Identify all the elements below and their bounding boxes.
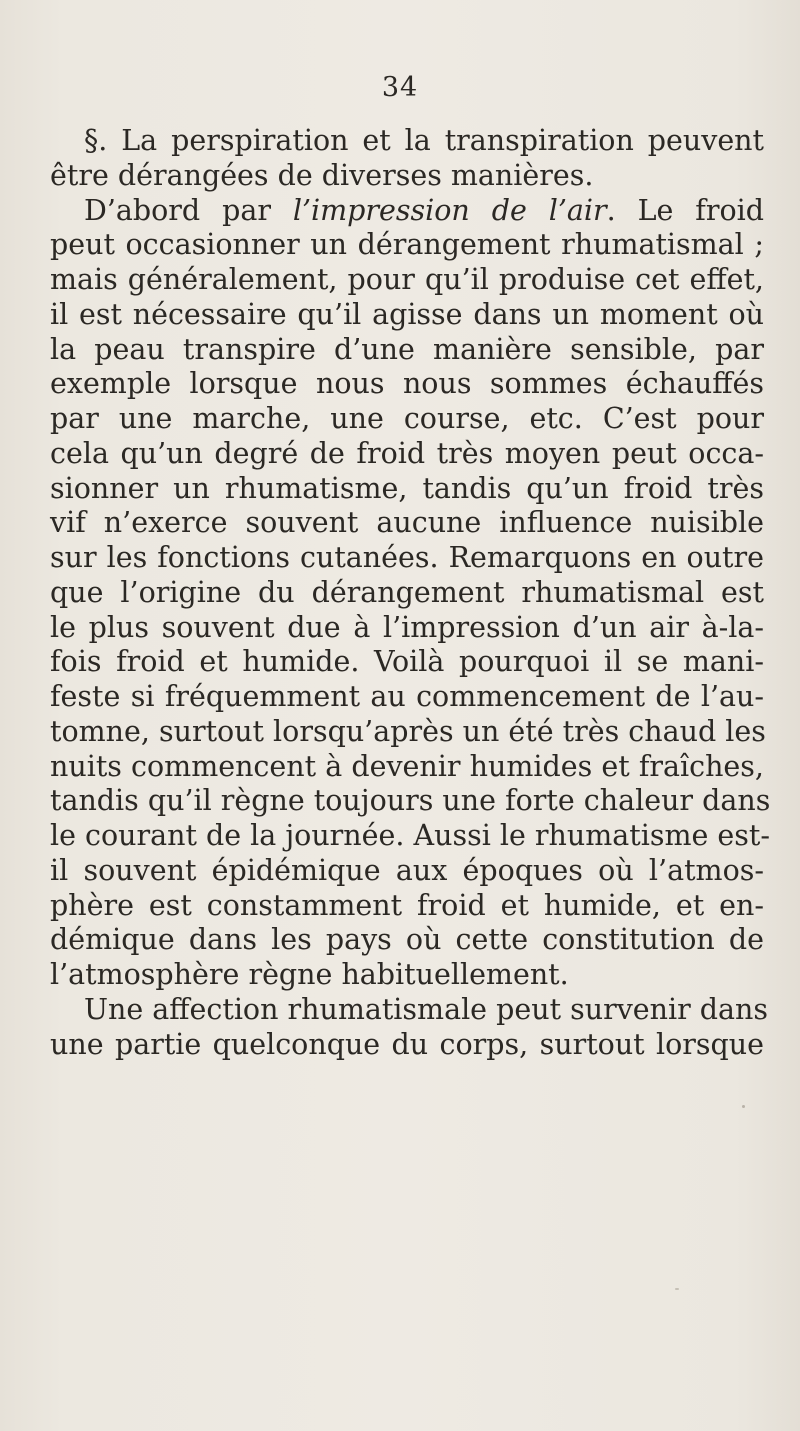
text-line: exemple lorsque nous nous sommes échauffés (50, 367, 764, 401)
text-line-content: D’abord par l’impression de l’air. Le froid (84, 193, 764, 227)
text-line: nuits commencent à devenir humides et fraîches, (50, 749, 764, 783)
text-line: Une affection rhumatismale peut survenir dans (84, 992, 769, 1026)
text-line: mais généralement, pour qu’il produise cet effet, (50, 263, 764, 296)
text-line: sur les fonctions cutanées. Remarquons en outre (50, 541, 764, 574)
text-line: vif n’exerce souvent aucune influence nuisible (50, 506, 764, 540)
text-line: il souvent épidémique aux époques où l’atmos- (50, 853, 764, 887)
text-line (50, 194, 764, 229)
paper-speck (742, 1105, 745, 1108)
page-number: 34 (381, 72, 419, 103)
body-text (50, 124, 771, 1062)
text-line: peut occasionner un dérangement rhumatismal ; (50, 228, 764, 262)
text-line: la peau transpire d’une manière sensible, par (50, 332, 764, 366)
text-line: une partie quelconque du corps, surtout lorsque (50, 1027, 764, 1061)
text-line: il est nécessaire qu’il agisse dans un moment où (50, 297, 764, 331)
text-line: §. La perspiration et la transpiration peuvent (84, 124, 764, 157)
text-line: phère est constamment froid et humide, et en- (50, 888, 764, 922)
text-line: l’atmosphère règne habituellement. (50, 958, 569, 991)
text-line: sionner un rhumatisme, tandis qu’un froid très (50, 471, 764, 505)
paper-speck (675, 1288, 679, 1290)
text-line: être dérangées de diverses manières. (50, 158, 594, 192)
text-line: tandis qu’il règne toujours une forte chaleur dans (50, 784, 771, 818)
italic-phrase: l’impression de l’air (292, 193, 607, 227)
text-line: tomne, surtout lorsqu’après un été très chaud les (50, 714, 766, 748)
text-line: que l’origine du dérangement rhumatismal est (50, 575, 764, 609)
text-line: cela qu’un degré de froid très moyen peut occa- (50, 436, 764, 470)
text-line: fois froid et humide. Voilà pourquoi il se mani- (50, 645, 764, 679)
text-line: le plus souvent due à l’impression d’un air à-la- (50, 610, 764, 644)
text-line: démique dans les pays où cette constitution de (50, 923, 764, 957)
text-line: feste si fréquemment au commencement de l’au- (50, 680, 764, 713)
text-line: par une marche, une course, etc. C’est pour (50, 402, 764, 435)
text-line: le courant de la journée. Aussi le rhumatisme est- (50, 819, 770, 852)
